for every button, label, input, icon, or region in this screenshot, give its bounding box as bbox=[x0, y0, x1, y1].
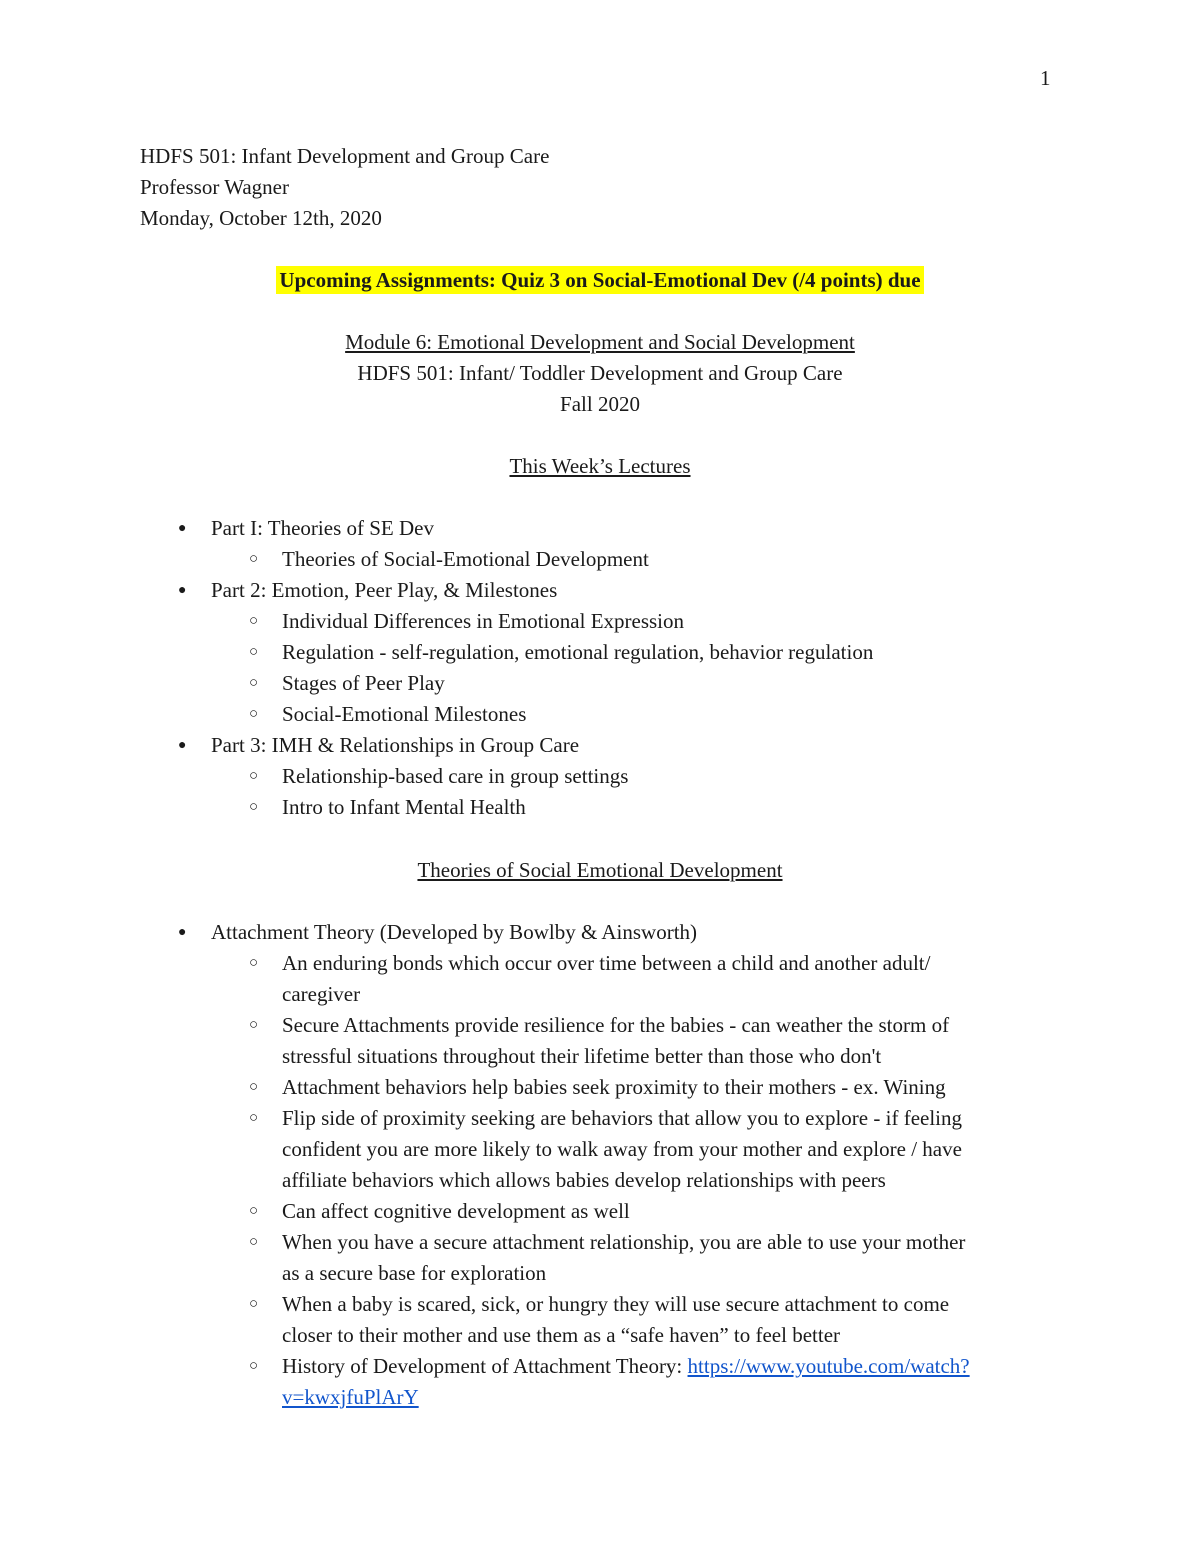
lecture-date: Monday, October 12th, 2020 bbox=[140, 206, 382, 230]
bullet-filled-icon: ● bbox=[178, 583, 187, 598]
module-course: HDFS 501: Infant/ Toddler Development and Group Care bbox=[357, 361, 843, 385]
note-line: An enduring bonds which occur over time between a child and another adult/ bbox=[282, 951, 931, 975]
module-title-text: Module 6: Emotional Development and Social Development bbox=[345, 330, 855, 354]
lecture-item: Relationship-based care in group settings bbox=[282, 764, 629, 788]
theories-heading bbox=[0, 855, 1200, 886]
course-title: HDFS 501: Infant Development and Group Care bbox=[140, 144, 550, 168]
bullet-hollow-icon: ○ bbox=[249, 644, 259, 660]
bullet-hollow-icon: ○ bbox=[249, 1203, 259, 1219]
history-line bbox=[282, 1351, 970, 1382]
bullet-hollow-icon: ○ bbox=[249, 1079, 259, 1095]
bullet-hollow-icon: ○ bbox=[249, 706, 259, 722]
bullet-hollow-icon: ○ bbox=[249, 613, 259, 629]
bullet-hollow-icon: ○ bbox=[249, 799, 259, 815]
module-term: Fall 2020 bbox=[560, 392, 640, 416]
lecture-item: Regulation - self-regulation, emotional regulation, behavior regulation bbox=[282, 640, 874, 664]
bullet-filled-icon: ● bbox=[178, 521, 187, 536]
lecture-part-2: Part 2: Emotion, Peer Play, & Milestones bbox=[211, 578, 558, 602]
note-line: When you have a secure attachment relationship, you are able to use your mother bbox=[282, 1230, 966, 1254]
theories-heading-text: Theories of Social Emotional Development bbox=[417, 858, 783, 882]
lectures-heading-text: This Week’s Lectures bbox=[509, 454, 691, 478]
lectures-heading bbox=[0, 451, 1200, 482]
note-line: Attachment behaviors help babies seek proximity to their mothers - ex. Wining bbox=[282, 1075, 946, 1099]
note-line: confident you are more likely to walk away from your mother and explore / have bbox=[282, 1137, 962, 1161]
youtube-link[interactable]: https://www.youtube.com/watch? bbox=[687, 1354, 970, 1378]
bullet-filled-icon: ● bbox=[178, 738, 187, 753]
note-line: as a secure base for exploration bbox=[282, 1261, 547, 1285]
attachment-theory-label: Attachment Theory (Developed by Bowlby & Ainsworth) bbox=[211, 920, 698, 944]
lecture-item: Theories of Social-Emotional Development bbox=[282, 547, 649, 571]
history-label: History of Development of Attachment Theory: bbox=[282, 1354, 688, 1378]
bullet-hollow-icon: ○ bbox=[249, 955, 259, 971]
note-line: Flip side of proximity seeking are behaviors that allow you to explore - if feeling bbox=[282, 1106, 962, 1130]
bullet-hollow-icon: ○ bbox=[249, 768, 259, 784]
youtube-link-part-2[interactable]: v=kwxjfuPlArY bbox=[282, 1385, 419, 1409]
note-line: stressful situations throughout their lifetime better than those who don't bbox=[282, 1044, 882, 1068]
bullet-hollow-icon: ○ bbox=[249, 1296, 259, 1312]
bullet-hollow-icon: ○ bbox=[249, 1017, 259, 1033]
lecture-part-3: Part 3: IMH & Relationships in Group Care bbox=[211, 733, 580, 757]
note-line: When a baby is scared, sick, or hungry they will use secure attachment to come bbox=[282, 1292, 950, 1316]
page-number: 1 bbox=[1040, 66, 1051, 90]
lecture-item: Intro to Infant Mental Health bbox=[282, 795, 526, 819]
note-line: Secure Attachments provide resilience for the babies - can weather the storm of bbox=[282, 1013, 950, 1037]
youtube-link-continued bbox=[282, 1382, 419, 1413]
bullet-hollow-icon: ○ bbox=[249, 1358, 259, 1374]
bullet-hollow-icon: ○ bbox=[249, 551, 259, 567]
bullet-hollow-icon: ○ bbox=[249, 1234, 259, 1250]
lecture-item: Social-Emotional Milestones bbox=[282, 702, 527, 726]
note-line: Can affect cognitive development as well bbox=[282, 1199, 630, 1223]
professor-name: Professor Wagner bbox=[140, 175, 289, 199]
bullet-filled-icon: ● bbox=[178, 925, 187, 940]
upcoming-assignments-highlight: Upcoming Assignments: Quiz 3 on Social-Emotional Dev (/4 points) due bbox=[276, 266, 923, 294]
lecture-part-1: Part I: Theories of SE Dev bbox=[211, 516, 434, 540]
lecture-item: Individual Differences in Emotional Expression bbox=[282, 609, 685, 633]
module-title bbox=[0, 327, 1200, 358]
note-line: closer to their mother and use them as a “safe haven” to feel better bbox=[282, 1323, 841, 1347]
bullet-hollow-icon: ○ bbox=[249, 675, 259, 691]
note-line: caregiver bbox=[282, 982, 361, 1006]
note-line: affiliate behaviors which allows babies develop relationships with peers bbox=[282, 1168, 886, 1192]
bullet-hollow-icon: ○ bbox=[249, 1110, 259, 1126]
lecture-item: Stages of Peer Play bbox=[282, 671, 445, 695]
upcoming-assignments bbox=[0, 265, 1200, 296]
